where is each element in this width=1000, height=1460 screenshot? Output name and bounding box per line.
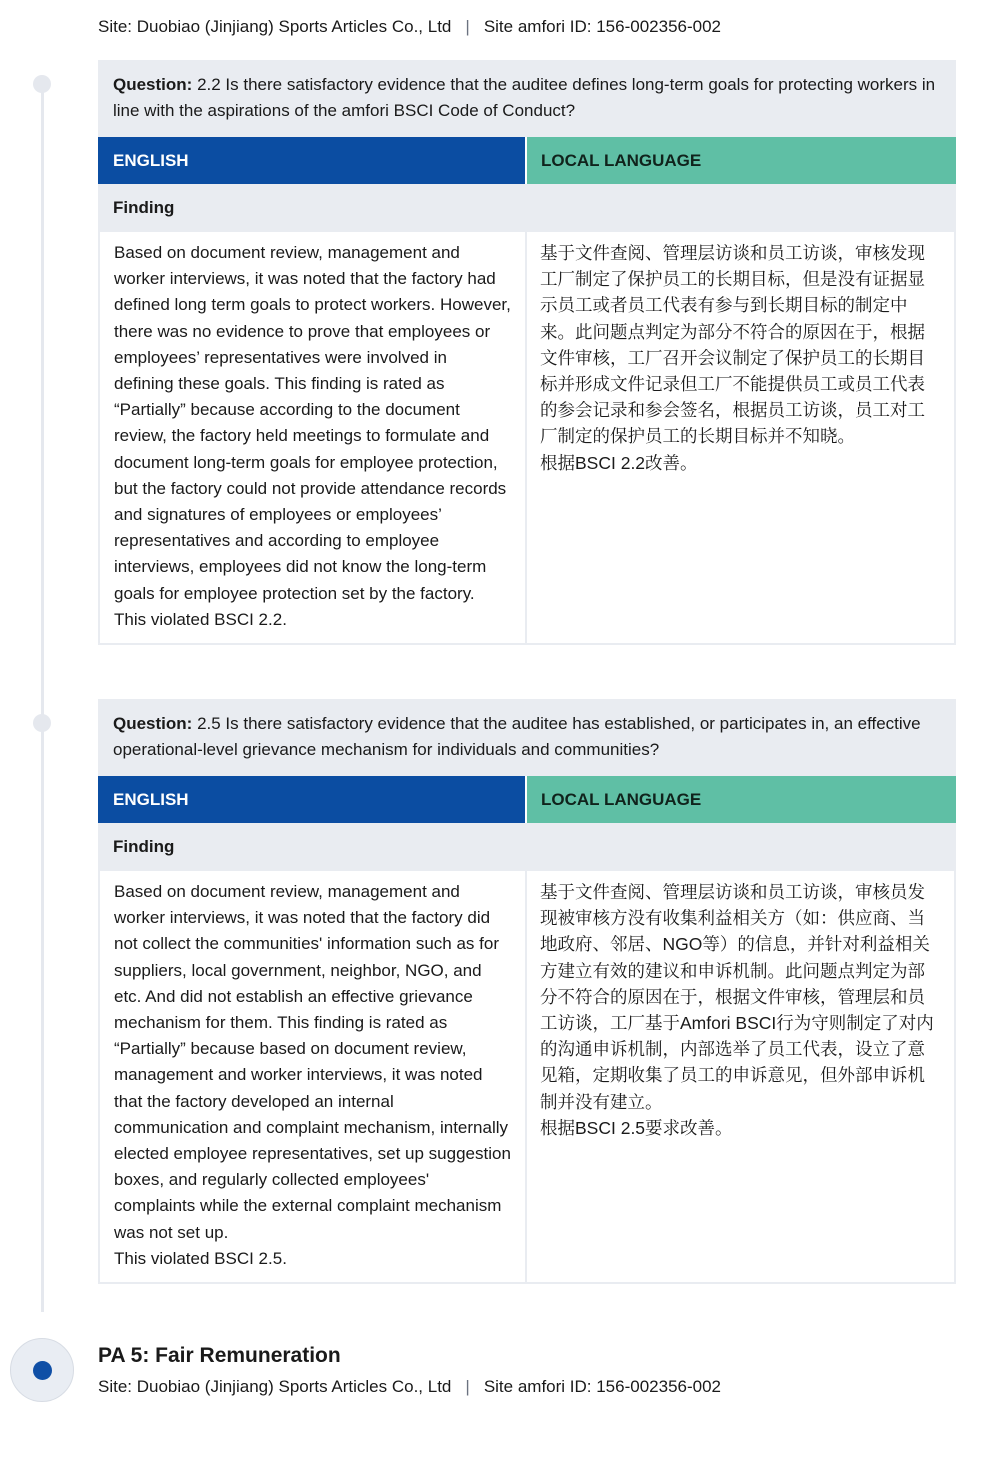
- timeline-dot: [33, 714, 51, 732]
- question-block: [98, 699, 956, 1284]
- question-block: [98, 60, 956, 645]
- site-header: [98, 17, 721, 37]
- english-finding-text: Based on document review, management and worker interviews, it was noted that the factory did not collect the communities' information such as for suppliers, local government, neighbor, NGO, and etc. And did not establish an effective grievance mechanism for them. This finding is rated as “Partially” because based on document review, management and worker interviews, it was noted that the factory developed an internal communication and complaint mechanism, internally elected employee representatives, set up suggestion boxes, and regularly collected employees' complaints while the external complaint mechanism was not set up.: [114, 882, 511, 1242]
- section-site-line: [98, 1377, 721, 1397]
- finding-label: Finding: [98, 823, 956, 871]
- finding-body: [98, 871, 956, 1284]
- english-header: ENGLISH: [98, 137, 525, 184]
- local-finding-text: 基于文件查阅、管理层访谈和员工访谈，审核发现工厂制定了保护员工的长期目标，但是没有证据显示员工或者员工代表有参与到长期目标的制定中来。此问题点判定为部分不符合的原因在于，根据文件审核，工厂召开会议制定了保护员工的长期目标并形成文件记录但工厂不能提供员工或员工代表的参会记录和参会签名，根据员工访谈，员工对工厂制定的保护员工的长期目标并不知晓。: [540, 243, 925, 447]
- local-language-header: LOCAL LANGUAGE: [527, 776, 956, 823]
- site-name: Site: Duobiao (Jinjiang) Sports Articles Co., Ltd: [98, 1377, 452, 1396]
- section-marker-icon: [10, 1338, 74, 1402]
- question-label: Question:: [113, 714, 193, 733]
- english-finding-text: Based on document review, management and worker interviews, it was noted that the factory had defined long term goals to protect workers. However, there was no evidence to prove that employees or employees’ representatives were involved in defining these goals. This finding is rated as “Partially” because according to the document review, the factory held meetings to formulate and document long-term goals for employee protection, but the factory could not provide attendance records and signatures of employees or employees’ representatives and according to employee interviews, employees did not know the long-term goals for employee protection set by the factory.: [114, 243, 511, 603]
- local-violation: 根据BSCI 2.5要求改善。: [540, 1117, 733, 1138]
- english-finding: [100, 232, 527, 643]
- site-amfori-id: Site amfori ID: 156-002356-002: [483, 1377, 722, 1396]
- language-header: [98, 137, 956, 184]
- timeline-line: [41, 78, 44, 1312]
- question-box: [98, 60, 956, 137]
- english-finding: [100, 871, 527, 1282]
- question-text: 2.5 Is there satisfactory evidence that the auditee has established, or participates in, an effective operational-level grievance mechanism for individuals and communities?: [113, 714, 921, 759]
- site-amfori-id: Site amfori ID: 156-002356-002: [483, 17, 722, 36]
- english-violation: This violated BSCI 2.2.: [114, 609, 287, 629]
- question-box: [98, 699, 956, 776]
- finding-label: Finding: [98, 184, 956, 232]
- local-violation: 根据BSCI 2.2改善。: [540, 452, 698, 473]
- question-label: Question:: [113, 75, 193, 94]
- site-name: Site: Duobiao (Jinjiang) Sports Articles Co., Ltd: [98, 17, 452, 36]
- local-language-header: LOCAL LANGUAGE: [527, 137, 956, 184]
- question-text: 2.2 Is there satisfactory evidence that the auditee defines long-term goals for protecting workers in line with the aspirations of the amfori BSCI Code of Conduct?: [113, 75, 936, 120]
- english-violation: This violated BSCI 2.5.: [114, 1248, 287, 1268]
- separator: |: [465, 17, 470, 36]
- local-finding: [527, 232, 954, 643]
- section-title: PA 5: Fair Remuneration: [98, 1344, 341, 1367]
- finding-body: [98, 232, 956, 645]
- separator: |: [465, 1377, 470, 1396]
- language-header: [98, 776, 956, 823]
- timeline-dot: [33, 75, 51, 93]
- local-finding-text: 基于文件查阅、管理层访谈和员工访谈，审核员发现被审核方没有收集利益相关方（如：供应商、当地政府、邻居、NGO等）的信息，并针对利益相关方建立有效的建议和申诉机制。此问题点判定为部分不符合的原因在于，根据文件审核，管理层和员工访谈，工厂基于Amfori BSCI行为守则制定了对内的沟通申诉机制，内部选举了员工代表，设立了意见箱，定期收集了员工的申诉意见，但外部申诉机制并没有建立。: [540, 882, 934, 1112]
- english-header: ENGLISH: [98, 776, 525, 823]
- local-finding: [527, 871, 954, 1282]
